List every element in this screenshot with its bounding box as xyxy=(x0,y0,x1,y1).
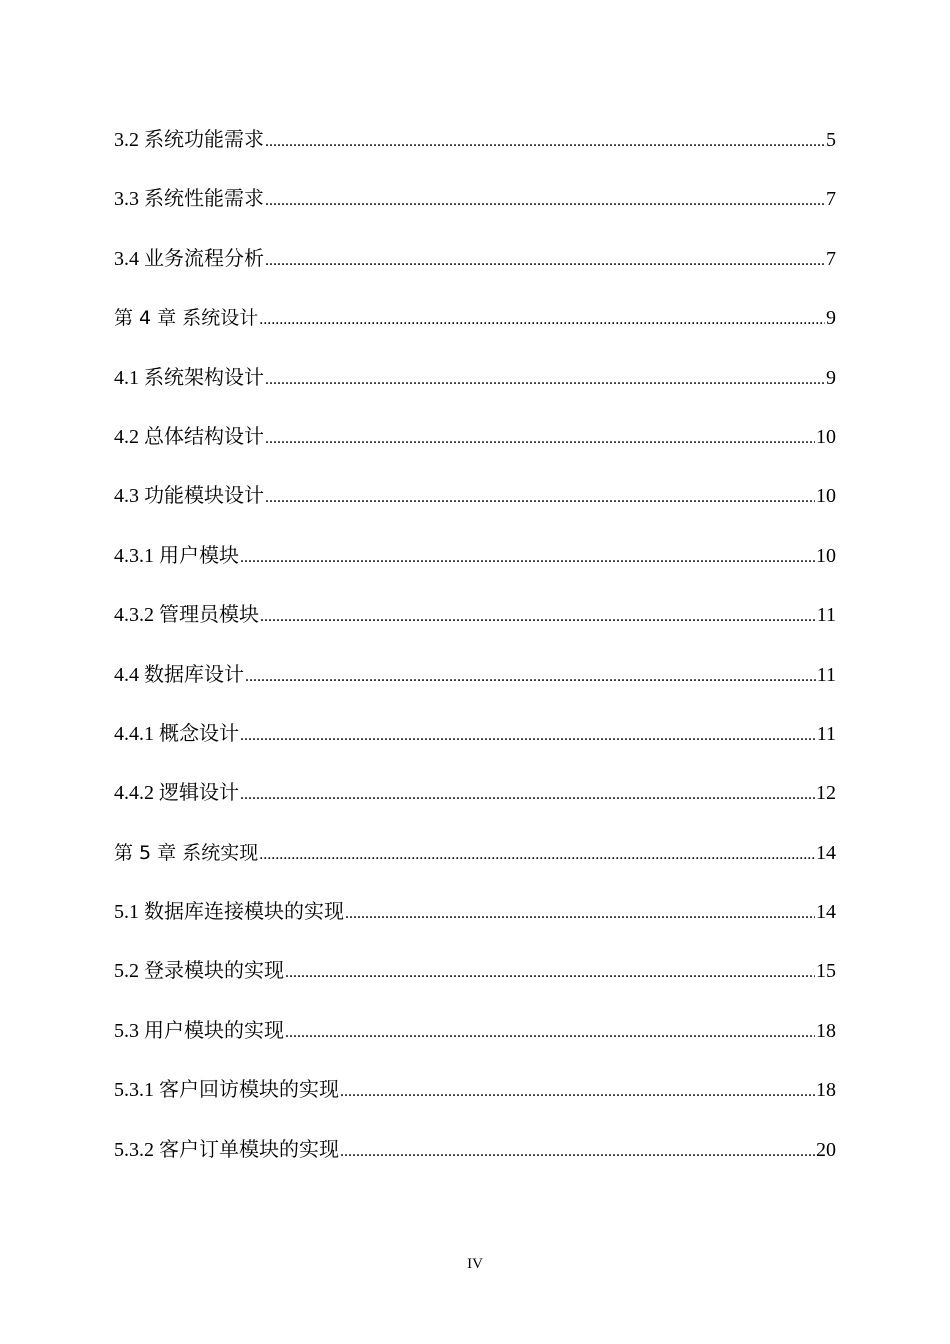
toc-entry-page-number: 14 xyxy=(816,901,836,924)
toc-entry[interactable] xyxy=(114,1011,836,1070)
toc-dot-leader xyxy=(265,241,825,281)
toc-entry[interactable] xyxy=(114,892,836,951)
toc-entry-page-number: 9 xyxy=(826,366,836,389)
toc-entry-label: 4.2 总体结构设计 xyxy=(114,425,264,448)
toc-entry[interactable] xyxy=(114,773,836,832)
toc-dot-leader xyxy=(259,835,815,875)
toc-dot-leader xyxy=(240,775,815,815)
toc-entry-label: 第 5 章 系统实现 xyxy=(114,841,259,864)
toc-entry-label: 5.3.2 客户订单模块的实现 xyxy=(114,1138,339,1161)
toc-entry-label: 5.1 数据库连接模块的实现 xyxy=(114,901,344,924)
toc-dot-leader xyxy=(240,716,816,756)
toc-entry-page-number: 18 xyxy=(816,1019,836,1042)
toc-dot-leader xyxy=(240,538,815,578)
toc-entry-page-number: 15 xyxy=(816,960,836,983)
toc-entry-label: 5.2 登录模块的实现 xyxy=(114,960,284,983)
toc-entry-page-number: 10 xyxy=(816,544,836,567)
toc-chapter-entry[interactable] xyxy=(114,298,836,357)
toc-entry-page-number: 11 xyxy=(816,604,836,627)
toc-chapter-entry[interactable] xyxy=(114,833,836,892)
toc-entry[interactable] xyxy=(114,536,836,595)
toc-dot-leader xyxy=(265,478,815,518)
toc-entry-page-number: 10 xyxy=(816,425,836,448)
toc-entry-page-number: 7 xyxy=(826,188,836,211)
toc-entry-label: 5.3.1 客户回访模块的实现 xyxy=(114,1079,339,1102)
page-number: IV xyxy=(467,1256,483,1272)
toc-entry-page-number: 10 xyxy=(816,485,836,508)
toc-entry[interactable] xyxy=(114,417,836,476)
toc-dot-leader xyxy=(265,419,815,459)
toc-entry-label: 4.3.1 用户模块 xyxy=(114,544,239,567)
toc-dot-leader xyxy=(259,300,825,340)
toc-entry-page-number: 11 xyxy=(816,663,836,686)
toc-entry-page-number: 12 xyxy=(816,782,836,805)
toc-dot-leader xyxy=(260,597,816,637)
toc-entry-page-number: 9 xyxy=(826,307,836,330)
toc-entry-label: 3.3 系统性能需求 xyxy=(114,188,264,211)
toc-dot-leader xyxy=(345,894,815,934)
toc-entry-label: 4.1 系统架构设计 xyxy=(114,366,264,389)
toc-entry-label: 4.3.2 管理员模块 xyxy=(114,604,259,627)
toc-entry[interactable] xyxy=(114,179,836,238)
toc-entry-page-number: 20 xyxy=(816,1138,836,1161)
toc-entry[interactable] xyxy=(114,714,836,773)
toc-entry-page-number: 7 xyxy=(826,247,836,270)
table-of-contents xyxy=(114,120,836,1189)
toc-dot-leader xyxy=(265,181,825,221)
toc-entry[interactable] xyxy=(114,239,836,298)
toc-dot-leader xyxy=(285,1013,815,1053)
toc-entry[interactable] xyxy=(114,476,836,535)
toc-dot-leader xyxy=(285,953,815,993)
toc-dot-leader xyxy=(340,1072,815,1112)
toc-entry[interactable] xyxy=(114,120,836,179)
toc-entry-label: 4.4 数据库设计 xyxy=(114,663,244,686)
toc-entry-label: 5.3 用户模块的实现 xyxy=(114,1019,284,1042)
toc-entry-label: 第 4 章 系统设计 xyxy=(114,307,259,330)
toc-entry-label: 4.4.1 概念设计 xyxy=(114,722,239,745)
toc-entry[interactable] xyxy=(114,595,836,654)
toc-entry[interactable] xyxy=(114,358,836,417)
toc-entry-label: 4.4.2 逻辑设计 xyxy=(114,782,239,805)
toc-entry[interactable] xyxy=(114,655,836,714)
toc-entry-page-number: 18 xyxy=(816,1079,836,1102)
toc-entry-label: 4.3 功能模块设计 xyxy=(114,485,264,508)
toc-dot-leader xyxy=(265,122,825,162)
toc-entry-page-number: 11 xyxy=(816,722,836,745)
toc-entry-label: 3.2 系统功能需求 xyxy=(114,129,264,151)
toc-dot-leader xyxy=(340,1132,815,1172)
toc-entry[interactable] xyxy=(114,1130,836,1189)
toc-entry[interactable] xyxy=(114,1070,836,1129)
toc-entry-page-number: 5 xyxy=(826,129,836,151)
toc-entry-page-number: 14 xyxy=(816,841,836,864)
toc-dot-leader xyxy=(245,657,816,697)
toc-dot-leader xyxy=(265,360,825,400)
toc-entry[interactable] xyxy=(114,951,836,1010)
toc-entry-label: 3.4 业务流程分析 xyxy=(114,247,264,270)
